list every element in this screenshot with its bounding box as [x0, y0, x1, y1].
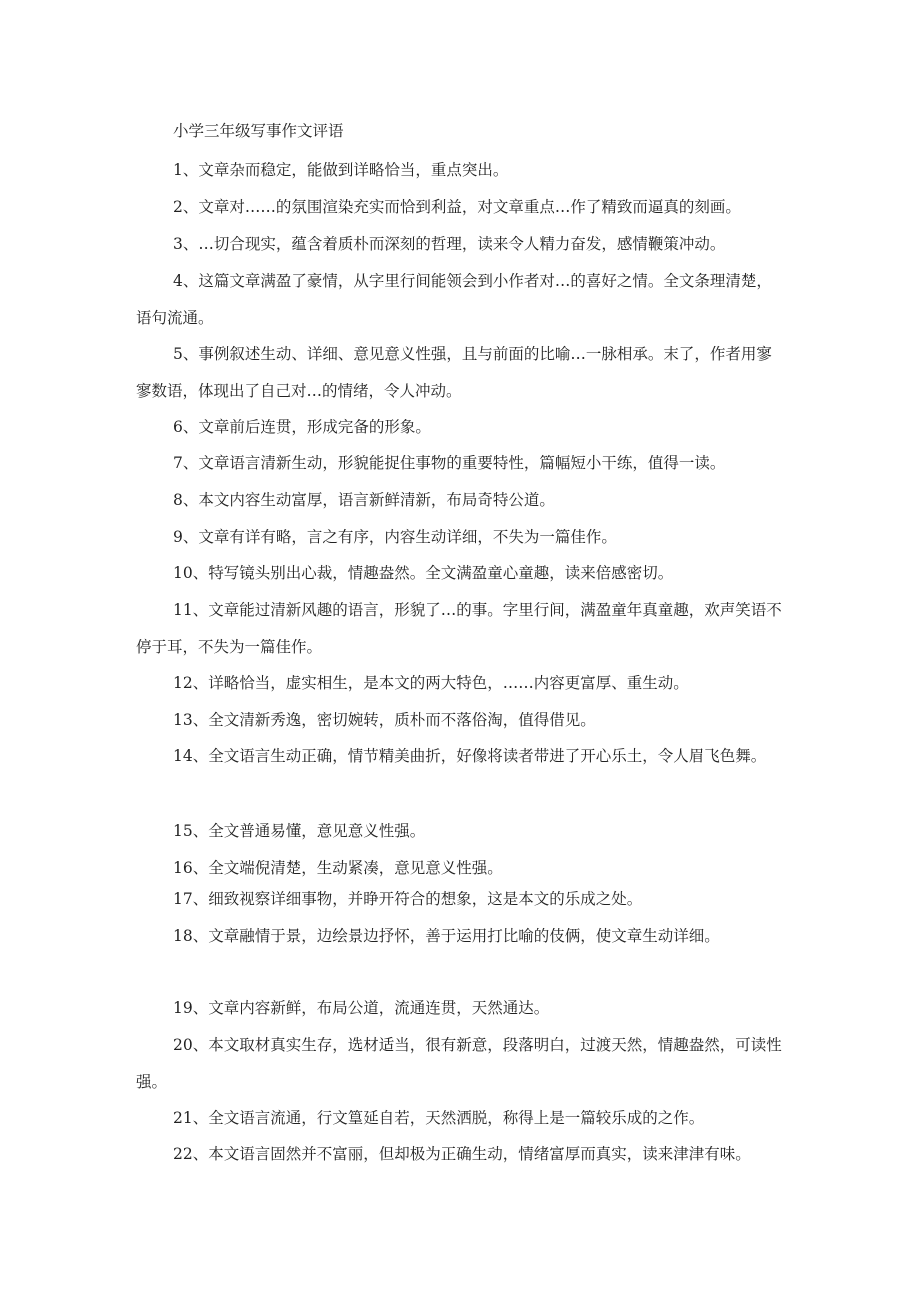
comment-item-2: 2、文章对……的氛围渲染充实而恰到利益，对文章重点…作了精致而逼真的刻画。 [173, 198, 741, 216]
comment-item-7: 7、文章语言清新生动，形貌能捉住事物的重要特性，篇幅短小干练，值得一读。 [173, 454, 726, 472]
comment-item-17: 17、细致视察详细事物，并睁开符合的想象，这是本文的乐成之处。 [173, 890, 643, 908]
comment-item-11: 11、文章能过清新风趣的语言，形貌了…的事。字里行间，满盈童年真童趣，欢声笑语不停于耳，不失为一篇佳作。 [136, 601, 782, 656]
comment-item-10: 10、特写镜头别出心裁，情趣盎然。全文满盈童心童趣，读来倍感密切。 [173, 564, 674, 582]
comment-item-12: 12、详略恰当，虚实相生，是本文的两大特色，……内容更富厚、重生动。 [173, 674, 689, 692]
comment-item-14: 14、全文语言生动正确，情节精美曲折，好像将读者带进了开心乐土，令人眉飞色舞。 [173, 747, 767, 765]
comment-item-15: 15、全文普通易懂，意见意义性强。 [173, 822, 426, 840]
document-title: 小学三年级写事作文评语 [173, 122, 344, 140]
comment-item-13: 13、全文清新秀逸，密切婉转，质朴而不落俗淘，值得借见。 [173, 711, 596, 729]
comment-item-22: 22、本文语言固然并不富丽，但却极为正确生动，情绪富厚而真实，读来津津有味。 [173, 1145, 751, 1163]
comment-item-18: 18、文章融情于景，边绘景边抒怀，善于运用打比喻的伎俩，使文章生动详细。 [173, 927, 720, 945]
comment-item-1: 1、文章杂而稳定，能做到详略恰当，重点突出。 [173, 161, 509, 179]
comment-item-19: 19、文章内容新鲜，布局公道，流通连贯，天然通达。 [173, 999, 550, 1017]
comment-item-5: 5、事例叙述生动、详细、意见意义性强，且与前面的比喻…一脉相承。末了，作者用寥寥数语，体现出了自己对…的情绪，令人冲动。 [136, 345, 772, 400]
comment-item-6: 6、文章前后连贯，形成完备的形象。 [173, 418, 431, 436]
comment-item-4: 4、这篇文章满盈了豪情，从字里行间能领会到小作者对…的喜好之情。全文条理清楚，语句流通。 [136, 272, 772, 327]
comment-item-8: 8、本文内容生动富厚，语言新鲜清新，布局奇特公道。 [173, 491, 555, 509]
comment-item-9: 9、文章有详有略，言之有序，内容生动详细，不失为一篇佳作。 [173, 528, 617, 546]
comment-item-16: 16、全文端倪清楚，生动紧凑，意见意义性强。 [173, 859, 503, 877]
comment-item-20: 20、本文取材真实生存，选材适当，很有新意，段落明白，过渡天然，情趣盎然，可读性强。 [136, 1036, 782, 1091]
comment-item-21: 21、全文语言流通，行文篁延自若，天然洒脱，称得上是一篇较乐成的之作。 [173, 1109, 705, 1127]
comment-item-3: 3、…切合现实，蕴含着质朴而深刻的哲理，读来令人精力奋发，感情鞭策冲动。 [173, 235, 726, 253]
